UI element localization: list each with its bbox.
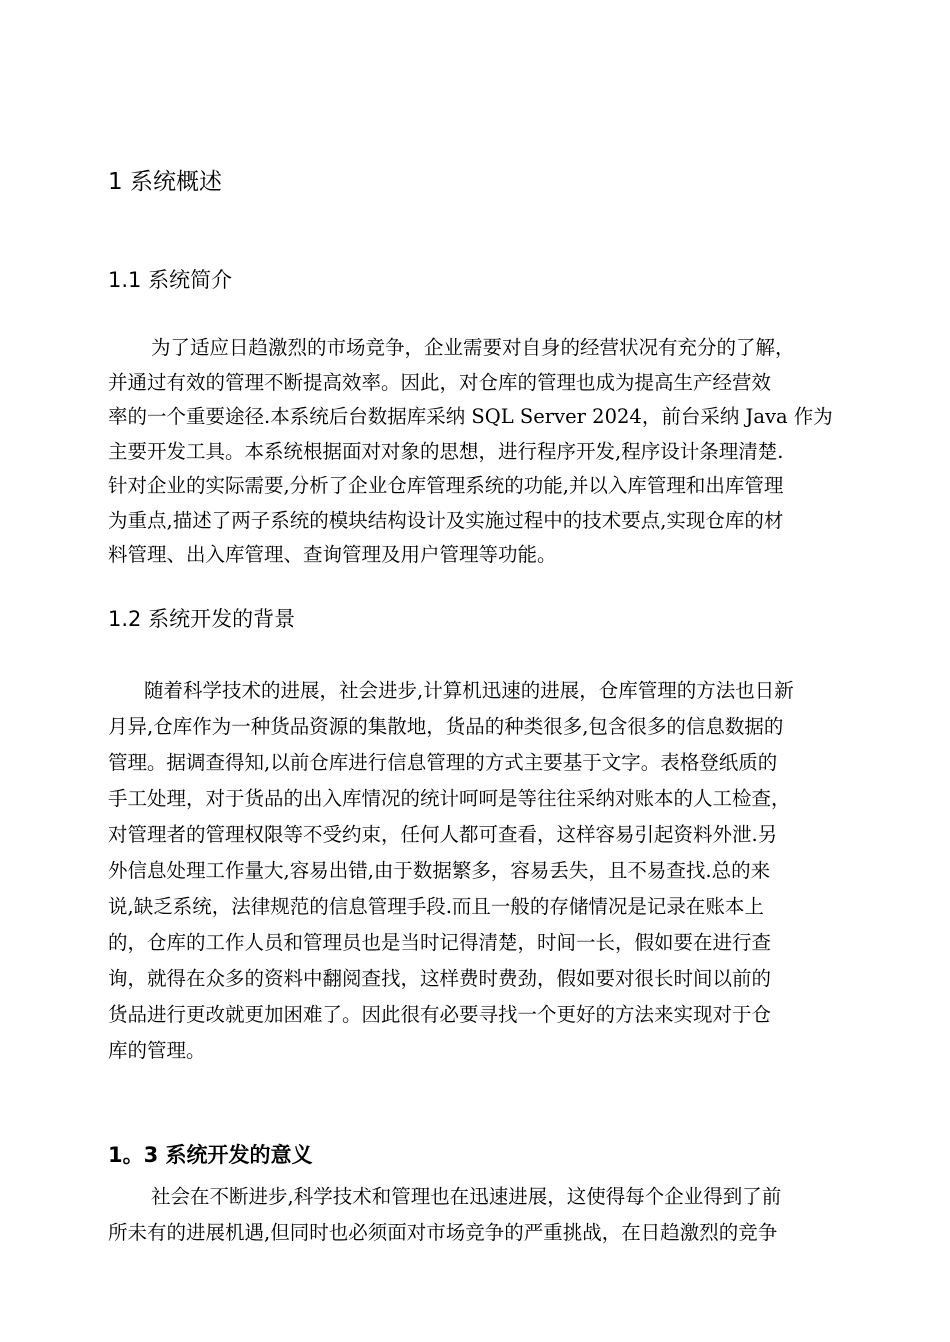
section-heading-1-2: 1.2 系统开发的背景: [108, 607, 296, 631]
paragraph-line: 对管理者的管理权限等不受约束，任何人都可查看，这样容易引起资料外泄.另: [108, 823, 778, 846]
paragraph-line: 料管理、出入库管理、查询管理及用户管理等功能。: [108, 543, 557, 566]
paragraph-line: 手工处理，对于货品的出入库情况的统计呵呵是等往往采纳对账本的人工检查，: [108, 787, 791, 810]
paragraph-line: 管理。据调查得知,以前仓库进行信息管理的方式主要基于文字。表格登纸质的: [108, 751, 778, 774]
paragraph-line: 月异,仓库作为一种货品资源的集散地，货品的种类很多,包含很多的信息数据的: [108, 715, 784, 738]
paragraph-line: 外信息处理工作量大,容易出错,由于数据繁多，容易丢失，且不易查找.总的来: [108, 859, 771, 882]
section-heading-1-1: 1.1 系统简介: [108, 268, 233, 292]
paragraph-line: 所未有的进展机遇,但同时也必须面对市场竞争的严重挑战，在日趋激烈的竞争: [108, 1221, 778, 1244]
paragraph-line: 询，就得在众多的资料中翻阅查找，这样费时费劲，假如要对很长时间以前的: [108, 967, 772, 990]
section-1-3-paragraph: [108, 1179, 878, 1251]
paragraph-line: 为重点,描述了两子系统的模块结构设计及实施过程中的技术要点,实现仓库的材: [108, 508, 784, 532]
paragraph-line: 说,缺乏系统，法律规范的信息管理手段.而且一般的存储情况是记录在账本上: [108, 895, 764, 918]
chapter-title: 1 系统概述: [108, 169, 222, 195]
section-1-1-paragraph: [108, 331, 878, 573]
paragraph-line: 库的管理。: [108, 1039, 206, 1062]
paragraph-line: 主要开发工具。本系统根据面对对象的思想，进行程序开发,程序设计条理清楚.: [108, 439, 784, 463]
paragraph-line: 随着科学技术的进展，社会进步,计算机迅速的进展，仓库管理的方法也日新: [144, 679, 794, 702]
paragraph-line: 并通过有效的管理不断提高效率。因此，对仓库的管理也成为提高生产经营效: [108, 370, 772, 394]
paragraph-line: 针对企业的实际需要,分析了企业仓库管理系统的功能,并以入库管理和出库管理: [108, 474, 784, 497]
paragraph-line: 货品进行更改就更加困难了。因此很有必要寻找一个更好的方法来实现对于仓: [108, 1003, 772, 1026]
paragraph-line: 为了适应日趋激烈的市场竞争，企业需要对自身的经营状况有充分的了解，: [151, 336, 795, 359]
paragraph-line: 率的一个重要途径.本系统后台数据库采纳 SQL Server 2024，前台采纳 Java 作为: [108, 405, 833, 428]
section-heading-1-3: 1。3 系统开发的意义: [108, 1143, 313, 1167]
section-1-2-paragraph: [108, 673, 878, 1069]
paragraph-line: 社会在不断进步,科学技术和管理也在迅速进展，这使得每个企业得到了前: [151, 1185, 782, 1208]
paragraph-line: 的，仓库的工作人员和管理员也是当时记得清楚，时间一长，假如要在进行查: [108, 931, 772, 954]
